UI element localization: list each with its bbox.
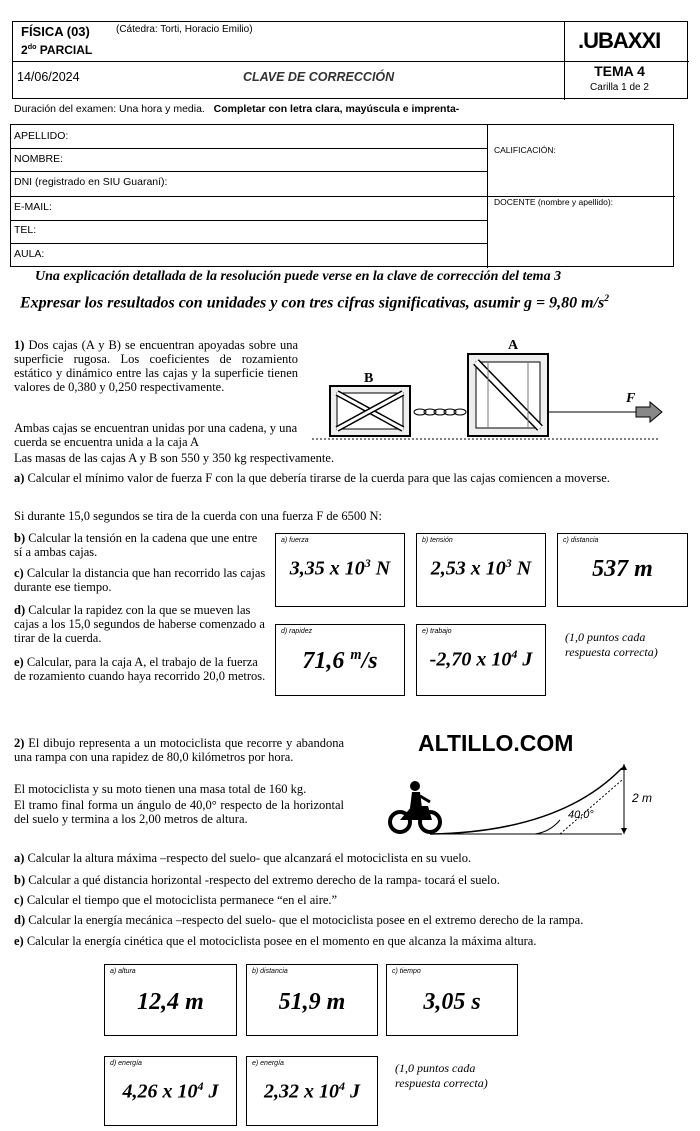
p2-d: d) Calcular la energía mecánica –respecto del suelo- que el motociclista posee en el extremo derecho de la rampa.	[14, 913, 584, 927]
p2-intro: 2) El dibujo representa a un motociclista que recorre y abandona una rampa con una rapidez de 80,0 kilómetros por hora.	[14, 736, 344, 764]
field-email: E-MAIL:	[14, 201, 52, 213]
box-a-label: A	[508, 338, 519, 353]
p2-points: (1,0 puntos cada respuesta correcta)	[395, 1061, 488, 1090]
angle-label: 40,0°	[568, 809, 594, 821]
p1-masses: Las masas de las cajas A y B son 550 y 350 kg respectivamente.	[14, 451, 335, 465]
field-docente: DOCENTE (nombre y apellido):	[494, 197, 614, 207]
field-dni: DNI (registrado en SIU Guaraní):	[14, 176, 168, 188]
student-info-table	[10, 124, 674, 267]
p2-answer-c: c) tiempo 3,05 s	[386, 964, 518, 1036]
p2-b: b) Calcular a qué distancia horizontal -respecto del extremo derecho de la rampa- tocará el suelo.	[14, 873, 500, 887]
p2-answer-d: d) energía 4,26 x $10^4$ J	[104, 1056, 237, 1126]
p2-answer-a: a) altura 12,4 m	[104, 964, 237, 1036]
p2-answer-e: e) energía 2,32 x $10^4$ J	[246, 1056, 378, 1126]
key-title: CLAVE DE CORRECCIÓN	[243, 70, 395, 84]
field-apellido: APELLIDO:	[14, 130, 69, 142]
p1-answer-d: d) rapidez 71,6 $^m$/s	[275, 624, 405, 696]
duration: Duración del examen: Una hora y media. Completar con letra clara, mayúscula e imprenta-	[14, 103, 460, 115]
p1-c: c) Calcular la distancia que han recorrido las cajas durante ese tiempo.	[14, 566, 266, 594]
note-units: Expresar los resultados con unidades y con tres cifras significativas, asumir g = 9,80 $m/s^2$	[20, 293, 610, 312]
p1-d: d) Calcular la rapidez con la que se mueven las cajas a los 15,0 segundos de haberse comenzado a tirar de la cuerda.	[14, 603, 265, 645]
field-aula: AULA:	[14, 248, 45, 260]
uba-logo: .UBAXXI	[578, 28, 661, 53]
box-b-label: B	[364, 371, 374, 386]
subject: FÍSICA (03)	[21, 24, 90, 39]
field-tel: TEL:	[14, 224, 37, 236]
chair: (Cátedra: Torti, Horacio Emilio)	[116, 24, 253, 35]
p2-mass: El motociclista y su moto tienen una masa total de 160 kg.	[14, 782, 307, 796]
boxes-figure	[308, 336, 668, 444]
note-explanation: Una explicación detallada de la resolución puede verse en la clave de corrección del tema 3	[35, 269, 562, 284]
carilla-label: Carilla 1 de 2	[590, 82, 649, 93]
p1-answer-c: c) distancia 537 m	[557, 533, 688, 607]
box-a	[468, 354, 548, 436]
p1-points: (1,0 puntos cada respuesta correcta)	[565, 630, 658, 659]
p2-ramp: El tramo final forma un ángulo de 40,0° respecto de la horizontal del suelo y termina a los 2,00 metros de altura.	[14, 798, 344, 826]
exam-type: $2^{do}$ PARCIAL	[21, 42, 93, 57]
p1-cond: Si durante 15,0 segundos se tira de la cuerda con una fuerza F de 6500 N:	[14, 509, 382, 523]
p1-e: e) Calcular, para la caja A, el trabajo de la fuerza de rozamiento cuando haya recorrido 20,0 metros.	[14, 655, 266, 683]
p1-intro: 1) Dos cajas (A y B) se encuentran apoyadas sobre una superficie rugosa. Los coeficientes de rozamiento estático y dinámico entre las cajas y la superficie tienen valores de 0,380 y 0,250 respectivamente.	[14, 338, 299, 394]
p2-a: a) Calcular la altura máxima –respecto del suelo- que alcanzará el motociclista en su vuelo.	[14, 851, 472, 865]
force-label: F	[626, 391, 636, 406]
exam-date: 14/06/2024	[17, 70, 80, 84]
p2-answer-b: b) distancia 51,9 m	[246, 964, 378, 1036]
motorcycle-icon	[390, 781, 440, 832]
force-arrow	[636, 402, 662, 422]
field-nombre: NOMBRE:	[14, 153, 64, 165]
p1-answer-b: b) tensión 2,53 x $10^3$ N	[416, 533, 546, 607]
p1-a: a) Calcular el mínimo valor de fuerza F con la que debería tirarse de la cuerda para que las cajas comiencen a moverse.	[14, 471, 610, 485]
p1-answer-a: a) fuerza 3,35 x $10^3$ N	[275, 533, 405, 607]
ramp-figure	[360, 760, 690, 842]
tema-label: TEMA 4	[594, 63, 645, 79]
p1-answer-e: e) trabajo -2,70 x $10^4$ J	[416, 624, 546, 696]
box-b	[330, 386, 410, 436]
p2-c: c) Calcular el tiempo que el motociclista permanece “en el aire.”	[14, 893, 338, 907]
watermark: ALTILLO.COM	[418, 730, 574, 756]
p2-e: e) Calcular la energía cinética que el motociclista posee en el momento en que alcanza la máxima altura.	[14, 934, 537, 948]
field-calificacion: CALIFICACIÓN:	[494, 145, 556, 155]
chain	[414, 409, 466, 415]
height-label: 2 m	[632, 791, 653, 805]
p1-chain: Ambas cajas se encuentran unidas por una cadena, y una cuerda se encuentra unida a la caja A	[14, 421, 298, 449]
p1-b: b) Calcular la tensión en la cadena que une entre sí a ambas cajas.	[14, 531, 258, 559]
